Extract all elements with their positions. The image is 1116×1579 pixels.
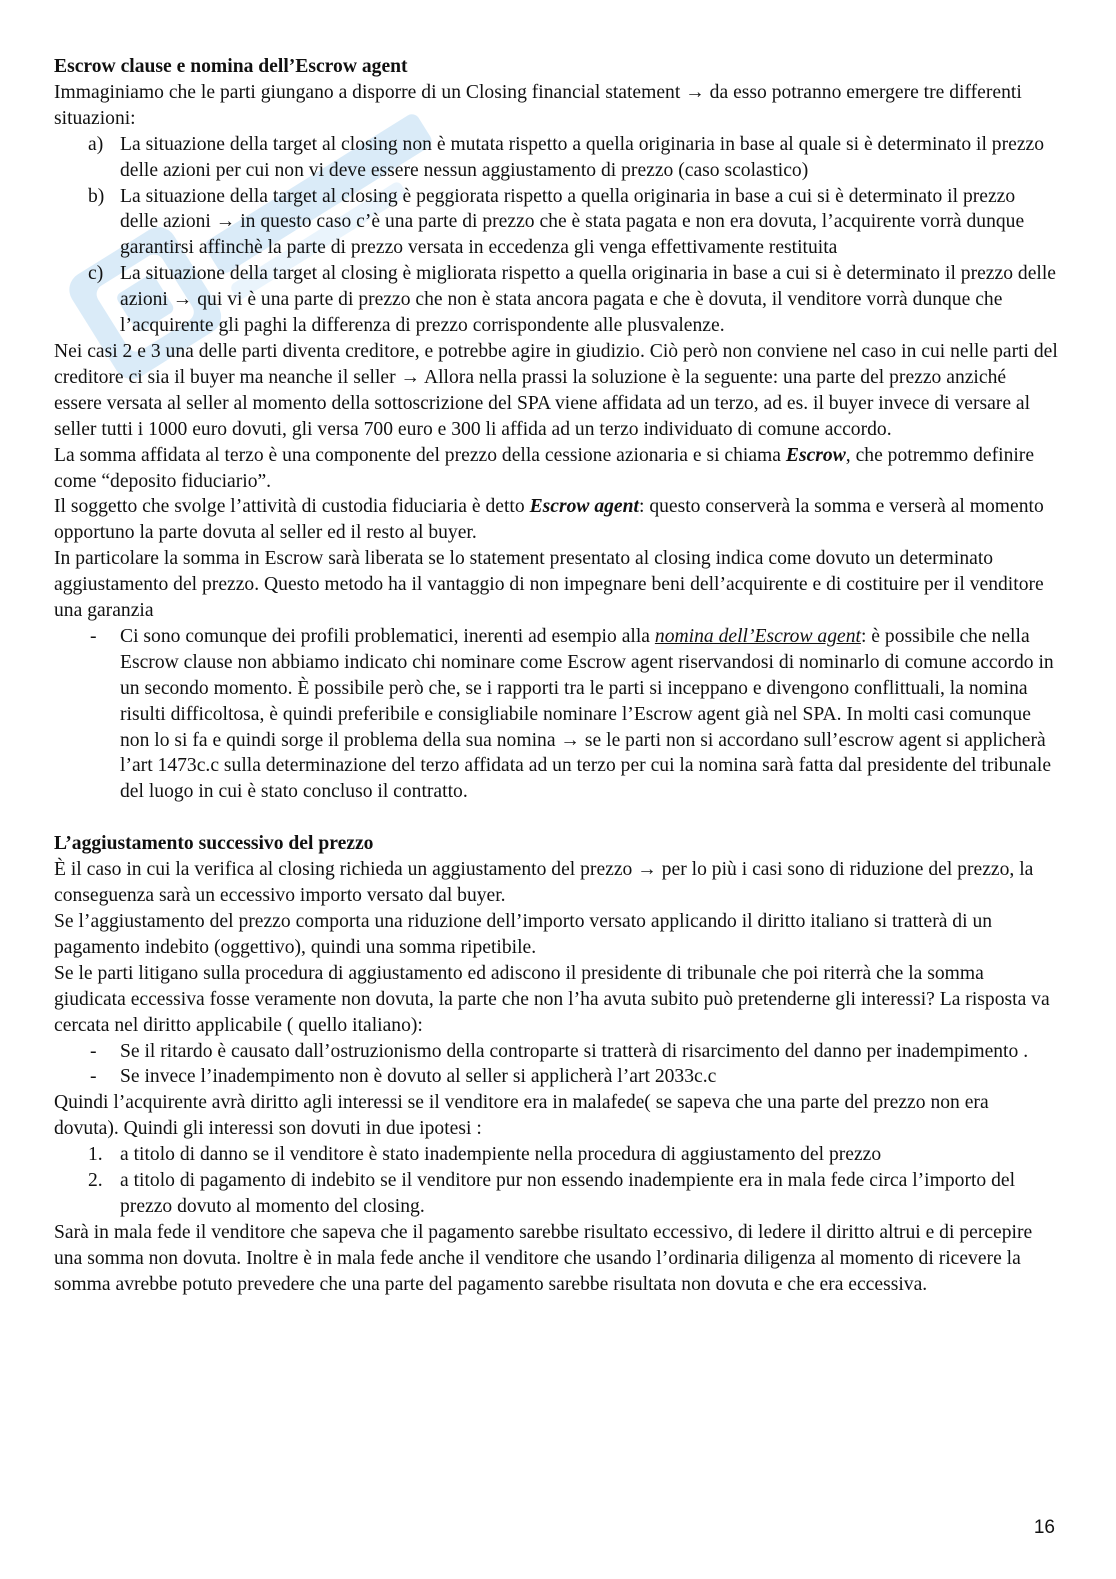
paragraph: Sarà in mala fede il venditore che sapeva che il pagamento sarebbe risultato eccessivo, di ledere il diritto altrui e di percepire una somma non dovuta. Inoltre è in mala fede anche il venditore che usando l’ordinaria diligenza al momento di ricevere la somma avrebbe potuto prevedere che una parte del pagamento sarebbe risultata non dovuta e che era eccessiva. bbox=[54, 1221, 1033, 1295]
paragraph: Se le parti litigano sulla procedura di aggiustamento ed adiscono il presidente di tribunale che poi riterrà che la somma giudicata eccessiva fosse veramente non dovuta, la parte che non l’ha avuta subito può pretenderne gli interessi? La risposta va cercata nel diritto applicabile ( quello italiano): bbox=[54, 962, 1050, 1036]
paragraph: Il soggetto che svolge l’attività di custodia fiduciaria è detto Escrow agent: questo conserverà la somma e verserà al momento opportuno la parte dovuta al seller ed il resto al buyer. bbox=[54, 496, 1044, 544]
list-item-text: Se invece l’inadempimento non è dovuto al seller si applicherà l’art 2033c.c bbox=[120, 1066, 717, 1088]
paragraph: In particolare la somma in Escrow sarà liberata se lo statement presentato al closing indica come dovuto un determinato aggiustamento del prezzo. Questo metodo ha il vantaggio di non impegnare beni dell’acquirente e di costituire per il venditore una garanzia bbox=[54, 548, 1044, 622]
list-marker: c) bbox=[88, 263, 104, 285]
list-item bbox=[54, 1064, 1058, 1090]
document-page bbox=[54, 54, 1058, 1298]
list-marker: a) bbox=[88, 133, 104, 155]
term-escrow-agent: Escrow agent bbox=[529, 496, 639, 518]
list-item-text: La situazione della target al closing non è mutata rispetto a quella originaria in base al quale si è determinato il prezzo delle azioni per cui non vi deve essere nessun aggiustamento di prezzo (caso scolastico) bbox=[120, 133, 1045, 181]
term-escrow: Escrow bbox=[785, 444, 846, 466]
paragraph: Quindi l’acquirente avrà diritto agli interessi se il venditore era in malafede( se sapeva che una parte del prezzo non era dovuta). Quindi gli interessi son dovuti in due ipotesi : bbox=[54, 1092, 989, 1140]
page-number: 16 bbox=[1033, 1517, 1055, 1538]
paragraph: Immaginiamo che le parti giungano a disporre di un Closing financial statement → da esso potranno emergere tre differenti situazioni: bbox=[54, 81, 1022, 129]
list-item bbox=[54, 261, 1058, 339]
list-marker: 2. bbox=[88, 1170, 103, 1192]
list-marker: b) bbox=[88, 185, 105, 207]
emphasis-nomina: nomina dell’Escrow agent bbox=[654, 625, 861, 647]
paragraph: Nei casi 2 e 3 una delle parti diventa creditore, e potrebbe agire in giudizio. Ciò però non conviene nel caso in cui nelle parti del creditore ci sia il buyer ma neanche il seller → Allora nella prassi la soluzione è la seguente: una parte del prezzo anziché essere versata al seller al momento della sottoscrizione del SPA viene affidata ad un terzo, ad es. il buyer invece di versare al seller tutti i 1000 euro dovuti, gli versa 700 euro e 300 li affida ad un terzo individuato di comune accordo. bbox=[54, 340, 1058, 440]
list-marker: - bbox=[90, 1040, 97, 1062]
list-item-text: a titolo di danno se il venditore è stato inadempiente nella procedura di aggiustamento del prezzo bbox=[120, 1144, 882, 1166]
list-marker: 1. bbox=[88, 1144, 103, 1166]
paragraph: La somma affidata al terzo è una componente del prezzo della cessione azionaria e si chiama Escrow, che potremmo definire come “deposito fiduciario”. bbox=[54, 444, 1035, 492]
list-item bbox=[54, 1039, 1058, 1065]
list-item bbox=[54, 184, 1058, 262]
list-item-text: La situazione della target al closing è migliorata rispetto a quella originaria in base a cui si è determinato il prezzo delle azioni → qui vi è una parte di prezzo che non è stata ancora pagata e che è dovuta, il venditore vorrà dunque che l’acquirente gli paghi la differenza di prezzo corrispondente alle plusvalenze. bbox=[120, 263, 1056, 337]
list-marker: - bbox=[90, 1066, 97, 1088]
list-item-text: a titolo di pagamento di indebito se il venditore pur non essendo inadempiente era in mala fede circa l’importo del prezzo dovuto al momento del closing. bbox=[120, 1170, 1016, 1217]
section-title-aggiustamento: L’aggiustamento successivo del prezzo bbox=[54, 833, 374, 855]
list-item bbox=[54, 624, 1058, 805]
list-item-text: Ci sono comunque dei profili problematici, inerenti ad esempio alla nomina dell’Escrow agent: è possibile che nella Escrow clause non abbiamo indicato chi nominare come Escrow agent riservandosi di nominarlo di comune accordo in un secondo momento. È possibile però che, se i rapporti tra le parti si inceppano e divengono conflittuali, la nomina risulti difficoltosa, è quindi preferibile e consigliabile nominare l’Escrow agent già nel SPA. In molti casi comunque non lo si fa e quindi sorge il problema della sua nomina → se le parti non si accordano sull’escrow agent si applicherà l’art 1473c.c sulla determinazione del terzo affidata ad un terzo per cui la nomina sarà fatta dal presidente del tribunale del luogo in cui è stato concluso il contratto. bbox=[120, 625, 1054, 803]
paragraph: È il caso in cui la verifica al closing richieda un aggiustamento del prezzo → per lo più i casi sono di riduzione del prezzo, la conseguenza sarà un eccessivo importo versato dal buyer. bbox=[54, 859, 1034, 907]
list-item-text: Se il ritardo è causato dall’ostruzionismo della controparte si tratterà di risarcimento del danno per inadempimento . bbox=[120, 1040, 1029, 1062]
list-item-text: La situazione della target al closing è peggiorata rispetto a quella originaria in base a cui si è determinato il prezzo delle azioni → in questo caso c’è una parte di prezzo che è stata pagata e non era dovuta, l’acquirente vorrà dunque garantirsi affinchè la parte di prezzo versata in eccedenza gli venga effettivamente restituita bbox=[120, 185, 1025, 259]
section-title-escrow: Escrow clause e nomina dell’Escrow agent bbox=[54, 56, 408, 77]
list-item bbox=[54, 132, 1058, 184]
list-item bbox=[54, 1168, 1058, 1220]
list-marker: - bbox=[90, 625, 97, 647]
paragraph: Se l’aggiustamento del prezzo comporta una riduzione dell’importo versato applicando il diritto italiano si tratterà di un pagamento indebito (oggettivo), quindi una somma ripetibile. bbox=[54, 911, 993, 958]
list-item bbox=[54, 1142, 1058, 1168]
